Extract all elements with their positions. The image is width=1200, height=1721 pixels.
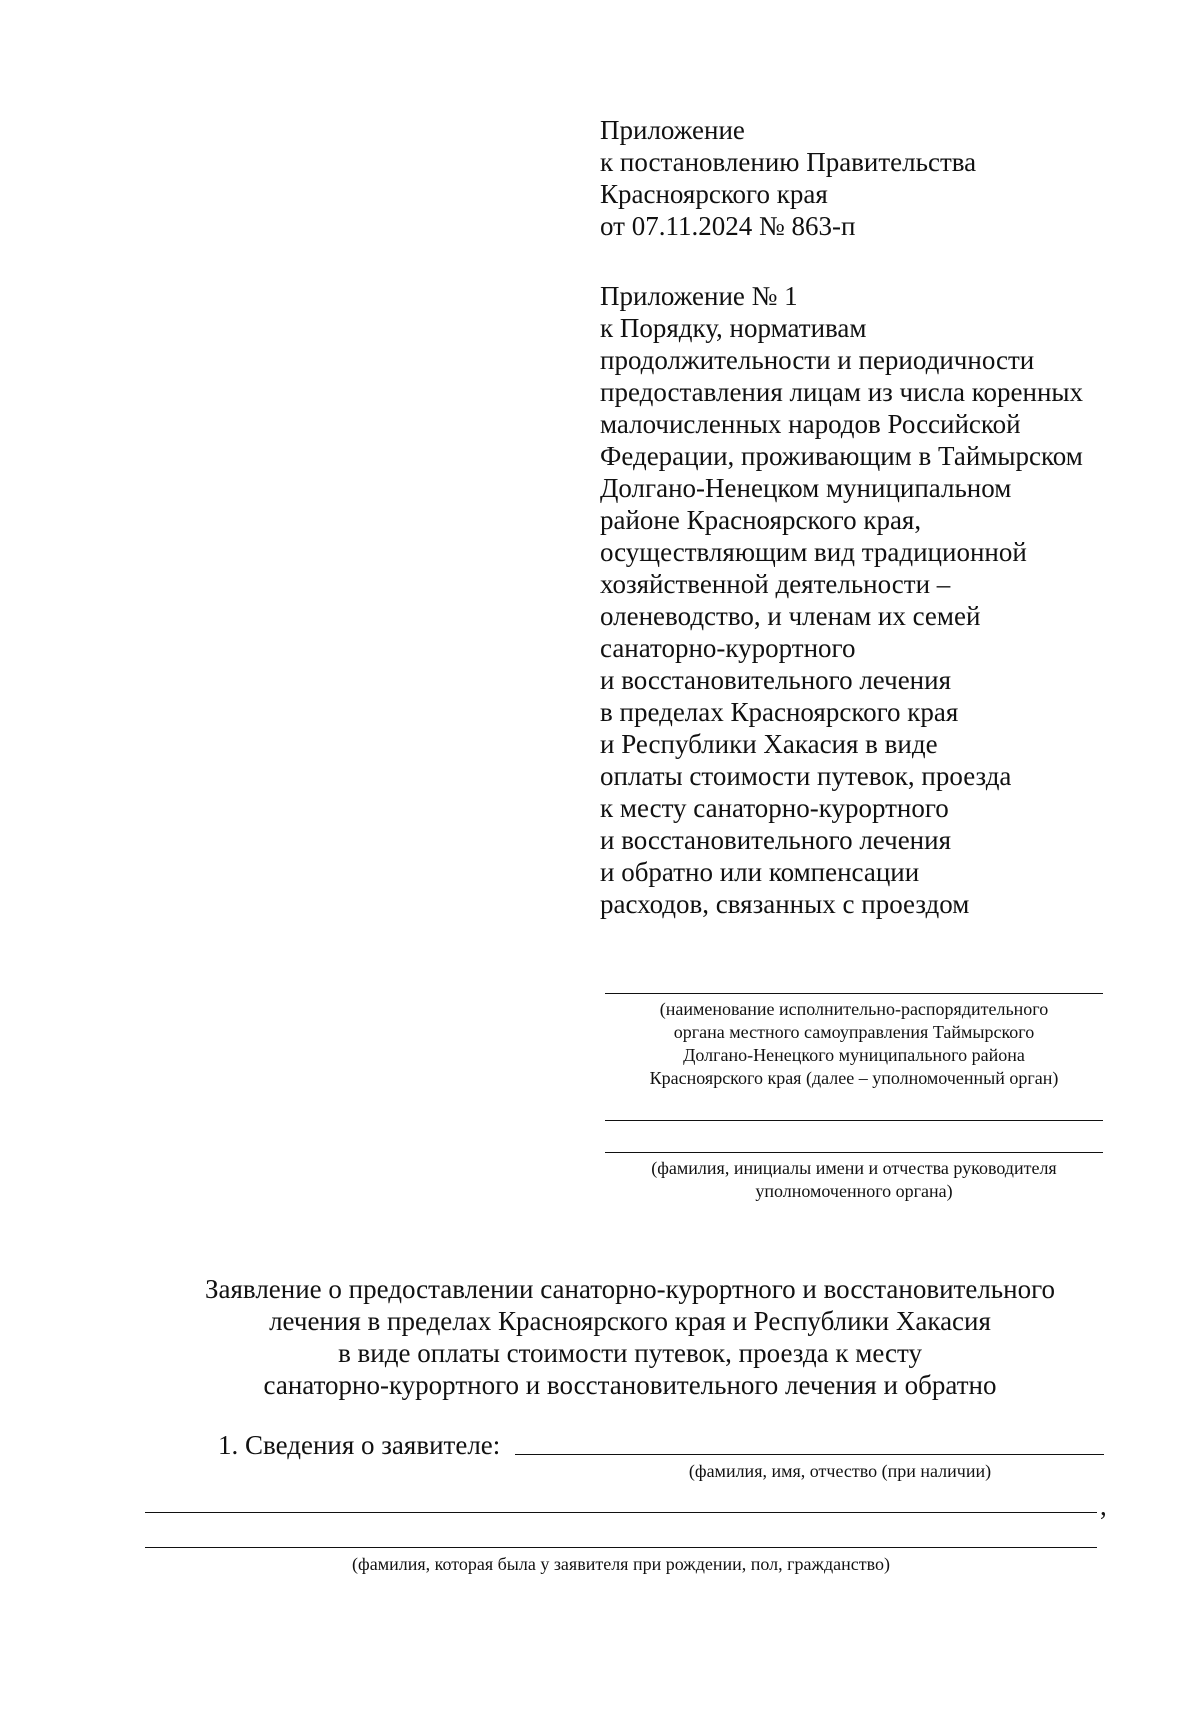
head-caption-line: уполномоченного органа) xyxy=(755,1181,953,1201)
organ-caption-line: (наименование исполнительно-распорядительного xyxy=(659,999,1049,1019)
organ-caption-line: Красноярского края (далее – уполномоченный орган) xyxy=(649,1068,1059,1088)
annex-sub-line: оплаты стоимости путевок, проезда xyxy=(600,761,1012,791)
organ-extra-field-line[interactable] xyxy=(605,1120,1103,1121)
statement-title xyxy=(130,1273,1130,1401)
annex-sub-line: расходов, связанных с проездом xyxy=(600,889,970,919)
annex-sub-line: продолжительности и периодичности xyxy=(600,345,1035,375)
annex-sub-line: санаторно-курортного xyxy=(600,633,856,663)
applicant-name-caption: (фамилия, имя, отчество (при наличии) xyxy=(688,1461,992,1481)
birth-details-caption: (фамилия, которая была у заявителя при рождении, пол, гражданство) xyxy=(352,1554,890,1574)
annex-sub-line: предоставления лицам из числа коренных xyxy=(600,377,1084,407)
annex-sub-line: малочисленных народов Российской xyxy=(600,409,1021,439)
organ-caption-line: Долгано-Ненецкого муниципального района xyxy=(683,1045,1025,1065)
statement-title-line: Заявление о предоставлении санаторно-курортного и восстановительного xyxy=(205,1274,1055,1304)
annex-sub-line: и восстановительного лечения xyxy=(600,665,951,695)
annex-sub-line: и обратно или компенсации xyxy=(600,857,920,887)
annex-sub-line: Приложение № 1 xyxy=(600,281,798,311)
annex-sub-line: в пределах Красноярского края xyxy=(600,697,959,727)
head-caption xyxy=(605,1157,1103,1203)
birth-details-field-line[interactable] xyxy=(145,1547,1097,1548)
annex-sub-line: хозяйственной деятельности – xyxy=(600,569,951,599)
head-name-field-line[interactable] xyxy=(605,1152,1103,1153)
line-end-comma: , xyxy=(1100,1491,1107,1521)
statement-title-line: в виде оплаты стоимости путевок, проезда к месту xyxy=(338,1338,922,1368)
annex-header-line: от 07.11.2024 № 863-п xyxy=(600,211,856,241)
statement-title-line: лечения в пределах Красноярского края и Республики Хакасия xyxy=(269,1306,991,1336)
annex-sub-line: к Порядку, нормативам xyxy=(600,313,867,343)
annex-sub-line: осуществляющим вид традиционной xyxy=(600,537,1027,567)
organ-caption xyxy=(605,998,1103,1090)
annex-sub-line: к месту санаторно-курортного xyxy=(600,793,949,823)
statement-title-line: санаторно-курортного и восстановительного лечения и обратно xyxy=(263,1370,997,1400)
annex-sub-line: Федерации, проживающим в Таймырском xyxy=(600,441,1083,471)
annex-sub-line: районе Красноярского края, xyxy=(600,505,922,535)
organ-name-field-line[interactable] xyxy=(605,993,1103,994)
annex-sub-line: и Республики Хакасия в виде xyxy=(600,729,938,759)
annex-header-line: Красноярского края xyxy=(600,179,828,209)
applicant-name-field-line[interactable] xyxy=(515,1454,1104,1455)
annex-sub-line: и восстановительного лечения xyxy=(600,825,951,855)
annex-header-line: к постановлению Правительства xyxy=(600,147,977,177)
annex-sub-line: Долгано-Ненецком муниципальном xyxy=(600,473,1012,503)
head-caption-line: (фамилия, инициалы имени и отчества руководителя xyxy=(651,1158,1057,1178)
annex-sub-line: оленеводство, и членам их семей xyxy=(600,601,981,631)
annex-sub-header xyxy=(600,280,1083,920)
annex-header xyxy=(600,114,976,242)
applicant-continued-field-line[interactable] xyxy=(145,1512,1097,1513)
organ-caption-line: органа местного самоуправления Таймырского xyxy=(673,1022,1035,1042)
applicant-section-label: 1. Сведения о заявителе: xyxy=(218,1430,501,1460)
annex-header-line: Приложение xyxy=(600,115,745,145)
